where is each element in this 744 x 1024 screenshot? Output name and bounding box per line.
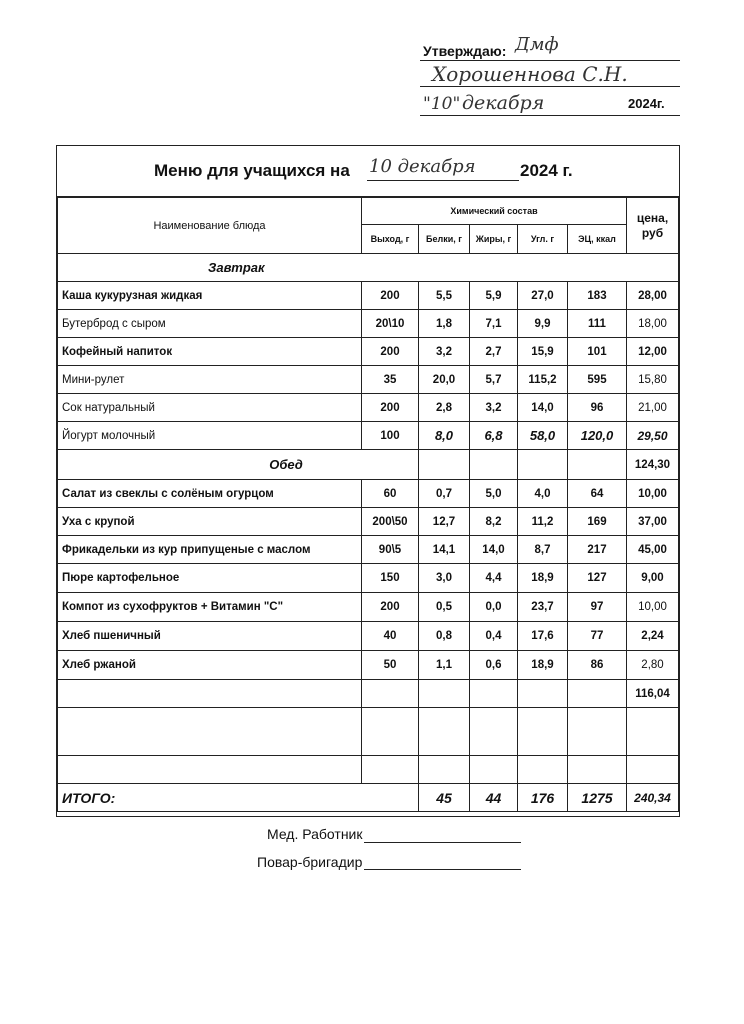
- dish-output: 200: [362, 394, 419, 422]
- header-price-line2: руб: [641, 225, 664, 240]
- header-dish: Наименование блюда: [58, 198, 362, 254]
- dish-name: Уха с крупой: [58, 508, 362, 536]
- table-row: [58, 622, 679, 651]
- section-row-breakfast: [58, 254, 679, 282]
- table-row: [58, 282, 679, 310]
- table-row: [58, 480, 679, 508]
- approval-date-line: [420, 115, 680, 116]
- dish-name: Фрикадельки из кур припущеные с маслом: [58, 536, 362, 564]
- dish-name: Салат из свеклы с солёным огурцом: [58, 480, 362, 508]
- dish-energy: 97: [568, 593, 627, 622]
- total-energy: 1275: [568, 784, 627, 812]
- header-price-line1: цена,: [636, 210, 669, 225]
- empty-cell: [419, 708, 470, 756]
- total-price: 240,34: [627, 784, 679, 812]
- dish-output: 50: [362, 651, 419, 680]
- empty-cell: [362, 680, 419, 708]
- empty-cell: [518, 680, 568, 708]
- empty-cell: [568, 680, 627, 708]
- dish-price: 9,00: [627, 564, 679, 593]
- dish-fat: 3,2: [470, 394, 518, 422]
- dish-fat: 0,4: [470, 622, 518, 651]
- table-row: [58, 508, 679, 536]
- dish-carbs: 17,6: [518, 622, 568, 651]
- table-row: [58, 651, 679, 680]
- page-title: Меню для учащихся на: [154, 161, 350, 180]
- table-row: [58, 536, 679, 564]
- empty-cell: [470, 450, 518, 480]
- dish-output: 40: [362, 622, 419, 651]
- dish-protein: 1,1: [419, 651, 470, 680]
- dish-price: 45,00: [627, 536, 679, 564]
- dish-name: Хлеб ржаной: [58, 651, 362, 680]
- handwritten-menu-date: 10 декабря: [369, 156, 476, 177]
- dish-output: 90\5: [362, 536, 419, 564]
- approval-year: 2024г.: [628, 96, 665, 111]
- dish-protein: 5,5: [419, 282, 470, 310]
- dish-output: 150: [362, 564, 419, 593]
- total-row: [58, 784, 679, 812]
- dish-energy: 127: [568, 564, 627, 593]
- empty-cell: [518, 450, 568, 480]
- dish-price: 2,80: [627, 651, 679, 680]
- dish-price: 15,80: [627, 366, 679, 394]
- empty-cell: [568, 708, 627, 756]
- dish-protein: 20,0: [419, 366, 470, 394]
- dish-price: 10,00: [627, 593, 679, 622]
- dish-fat: 5,7: [470, 366, 518, 394]
- dish-name: Йогурт молочный: [58, 422, 362, 450]
- dish-energy: 96: [568, 394, 627, 422]
- empty-cell: [470, 756, 518, 784]
- dish-name: Пюре картофельное: [58, 564, 362, 593]
- section-row-lunch: [58, 450, 679, 480]
- dish-fat: 0,0: [470, 593, 518, 622]
- table-row: [58, 338, 679, 366]
- empty-cell: [627, 708, 679, 756]
- empty-cell: [568, 756, 627, 784]
- menu-year: 2024 г.: [520, 161, 573, 180]
- dish-price: 21,00: [627, 394, 679, 422]
- dish-energy: 64: [568, 480, 627, 508]
- dish-price: 29,50: [627, 422, 679, 450]
- dish-fat: 5,9: [470, 282, 518, 310]
- lunch-subtotal-row: [58, 680, 679, 708]
- dish-carbs: 9,9: [518, 310, 568, 338]
- section-lunch: Обед: [58, 450, 419, 480]
- total-protein: 45: [419, 784, 470, 812]
- dish-carbs: 8,7: [518, 536, 568, 564]
- table-row: [58, 564, 679, 593]
- total-carbs: 176: [518, 784, 568, 812]
- empty-cell: [470, 708, 518, 756]
- empty-cell: [627, 756, 679, 784]
- empty-row: [58, 708, 679, 756]
- approval-label: Утверждаю:: [423, 43, 507, 59]
- lunch-subtotal: 116,04: [627, 680, 679, 708]
- dish-price: 28,00: [627, 282, 679, 310]
- dish-name: Мини-рулет: [58, 366, 362, 394]
- dish-protein: 0,5: [419, 593, 470, 622]
- menu-table: [57, 197, 679, 812]
- empty-cell: [419, 756, 470, 784]
- dish-output: 20\10: [362, 310, 419, 338]
- empty-cell: [58, 708, 362, 756]
- dish-energy: 120,0: [568, 422, 627, 450]
- header-price: [627, 198, 679, 254]
- dish-output: 35: [362, 366, 419, 394]
- empty-row: [58, 756, 679, 784]
- dish-energy: 217: [568, 536, 627, 564]
- handwritten-approval-month: декабря: [462, 92, 545, 114]
- empty-cell: [58, 680, 362, 708]
- dish-protein: 3,0: [419, 564, 470, 593]
- empty-cell: [518, 756, 568, 784]
- dish-carbs: 4,0: [518, 480, 568, 508]
- handwritten-signature: Дмф: [515, 34, 559, 55]
- dish-protein: 14,1: [419, 536, 470, 564]
- table-row: [58, 422, 679, 450]
- dish-protein: 12,7: [419, 508, 470, 536]
- empty-cell: [518, 708, 568, 756]
- dish-protein: 8,0: [419, 422, 470, 450]
- dish-carbs: 11,2: [518, 508, 568, 536]
- dish-carbs: 115,2: [518, 366, 568, 394]
- dish-protein: 1,8: [419, 310, 470, 338]
- dish-carbs: 58,0: [518, 422, 568, 450]
- dish-name: Компот из сухофруктов + Витамин "С": [58, 593, 362, 622]
- menu-frame: [56, 145, 680, 817]
- dish-price: 10,00: [627, 480, 679, 508]
- header-fat: Жиры, г: [470, 225, 518, 254]
- dish-energy: 595: [568, 366, 627, 394]
- dish-carbs: 23,7: [518, 593, 568, 622]
- handwritten-approval-day: "10": [423, 94, 461, 114]
- table-row: [58, 394, 679, 422]
- dish-protein: 0,8: [419, 622, 470, 651]
- empty-cell: [419, 450, 470, 480]
- handwritten-approver-name: Хорошеннова С.Н.: [432, 62, 628, 86]
- dish-fat: 6,8: [470, 422, 518, 450]
- dish-fat: 2,7: [470, 338, 518, 366]
- menu-date-line: [367, 180, 519, 181]
- dish-output: 60: [362, 480, 419, 508]
- dish-fat: 7,1: [470, 310, 518, 338]
- signature-line: [420, 60, 680, 61]
- dish-fat: 4,4: [470, 564, 518, 593]
- medic-signature-line: [364, 842, 521, 843]
- empty-cell: [568, 450, 627, 480]
- dish-protein: 0,7: [419, 480, 470, 508]
- header-chemical-composition: Химический состав: [362, 198, 627, 225]
- cook-signature-line: [364, 869, 521, 870]
- empty-cell: [362, 756, 419, 784]
- empty-cell: [470, 680, 518, 708]
- dish-energy: 111: [568, 310, 627, 338]
- dish-carbs: 15,9: [518, 338, 568, 366]
- header-row: [58, 198, 679, 225]
- dish-carbs: 27,0: [518, 282, 568, 310]
- dish-protein: 2,8: [419, 394, 470, 422]
- dish-fat: 5,0: [470, 480, 518, 508]
- dish-name: Сок натуральный: [58, 394, 362, 422]
- dish-fat: 0,6: [470, 651, 518, 680]
- total-fat: 44: [470, 784, 518, 812]
- dish-price: 12,00: [627, 338, 679, 366]
- dish-name: Каша кукурузная жидкая: [58, 282, 362, 310]
- empty-cell: [58, 756, 362, 784]
- dish-energy: 101: [568, 338, 627, 366]
- section-breakfast: Завтрак: [58, 254, 679, 282]
- menu-title-bar: [57, 146, 679, 197]
- dish-energy: 183: [568, 282, 627, 310]
- empty-cell: [419, 680, 470, 708]
- header-energy: ЭЦ, ккал: [568, 225, 627, 254]
- dish-carbs: 18,9: [518, 564, 568, 593]
- medic-label: Мед. Работник: [267, 826, 363, 842]
- dish-energy: 77: [568, 622, 627, 651]
- dish-fat: 8,2: [470, 508, 518, 536]
- dish-fat: 14,0: [470, 536, 518, 564]
- dish-energy: 169: [568, 508, 627, 536]
- table-row: [58, 366, 679, 394]
- header-carbs: Угл. г: [518, 225, 568, 254]
- dish-carbs: 18,9: [518, 651, 568, 680]
- dish-output: 200: [362, 338, 419, 366]
- dish-protein: 3,2: [419, 338, 470, 366]
- dish-output: 200: [362, 282, 419, 310]
- header-protein: Белки, г: [419, 225, 470, 254]
- dish-output: 200\50: [362, 508, 419, 536]
- dish-name: Кофейный напиток: [58, 338, 362, 366]
- breakfast-subtotal: 124,30: [627, 450, 679, 480]
- approver-name-line: [420, 86, 680, 87]
- dish-energy: 86: [568, 651, 627, 680]
- dish-price: 18,00: [627, 310, 679, 338]
- dish-price: 2,24: [627, 622, 679, 651]
- total-label: ИТОГО:: [58, 784, 419, 812]
- dish-output: 200: [362, 593, 419, 622]
- dish-name: Бутерброд с сыром: [58, 310, 362, 338]
- dish-carbs: 14,0: [518, 394, 568, 422]
- dish-price: 37,00: [627, 508, 679, 536]
- cook-label: Повар-бригадир: [257, 854, 363, 870]
- table-row: [58, 593, 679, 622]
- table-row: [58, 310, 679, 338]
- header-output: Выход, г: [362, 225, 419, 254]
- empty-cell: [362, 708, 419, 756]
- dish-output: 100: [362, 422, 419, 450]
- dish-name: Хлеб пшеничный: [58, 622, 362, 651]
